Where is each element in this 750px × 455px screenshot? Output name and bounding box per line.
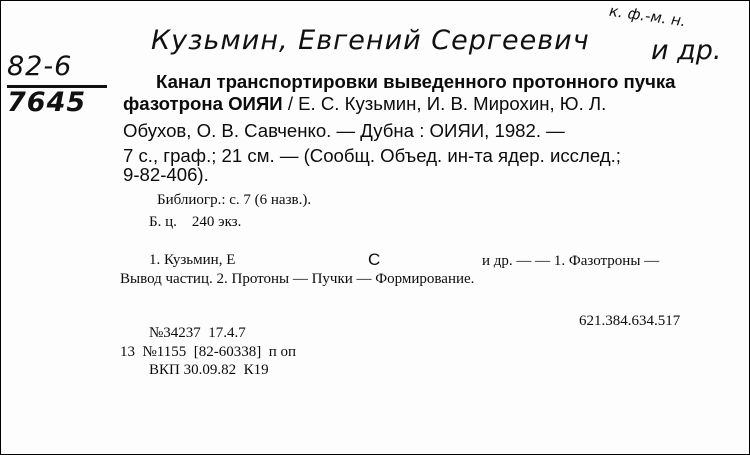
entry-line-2 xyxy=(123,93,606,115)
udc-number: 621.384.634.517 xyxy=(579,313,681,329)
tracing-initial: С xyxy=(368,250,381,269)
entry-line-4: 7 с., граф.; 21 см. — (Сообщ. Объед. ин-та ядер. исслед.; xyxy=(123,145,621,166)
tracing-author: 1. Кузьмин, Е xyxy=(149,252,236,268)
shelf-mark-top: 82-6 xyxy=(7,51,73,82)
entry-title: Канал транспортировки выведенного протонного пучка xyxy=(156,71,676,92)
footer-line-2: 13 №1155 [82-60338] п оп xyxy=(120,344,297,360)
entry-line-3: Обухов, О. В. Савченко. — Дубна : ОИЯИ, 1982. — xyxy=(123,120,565,141)
entry-line-5: 9-82-406). xyxy=(123,164,209,185)
bibliography-note: Библиогр.: с. 7 (6 назв.). xyxy=(157,192,312,208)
footer-line-3: ВКП 30.09.82 К19 xyxy=(149,362,269,378)
tracing-subjects: и др. — — 1. Фазотроны — xyxy=(482,253,660,269)
handwritten-degree-note: к. ф.-м. н. xyxy=(608,1,687,31)
handwritten-author: Кузьмин, Евгений Сергеевич xyxy=(151,25,590,56)
entry-title-cont: фазотрона ОИЯИ xyxy=(123,93,283,114)
price-run: Б. ц. 240 экз. xyxy=(149,214,242,230)
shelf-mark-bottom: 7645 xyxy=(7,87,87,118)
entry-authors: / Е. С. Кузьмин, И. В. Мирохин, Ю. Л. xyxy=(287,93,607,114)
tracing-subjects-cont: Вывод частиц. 2. Протоны — Пучки — Формирование. xyxy=(120,271,475,287)
footer-line-1: №34237 17.4.7 xyxy=(149,325,246,341)
handwritten-et-al: и др. xyxy=(651,35,722,66)
